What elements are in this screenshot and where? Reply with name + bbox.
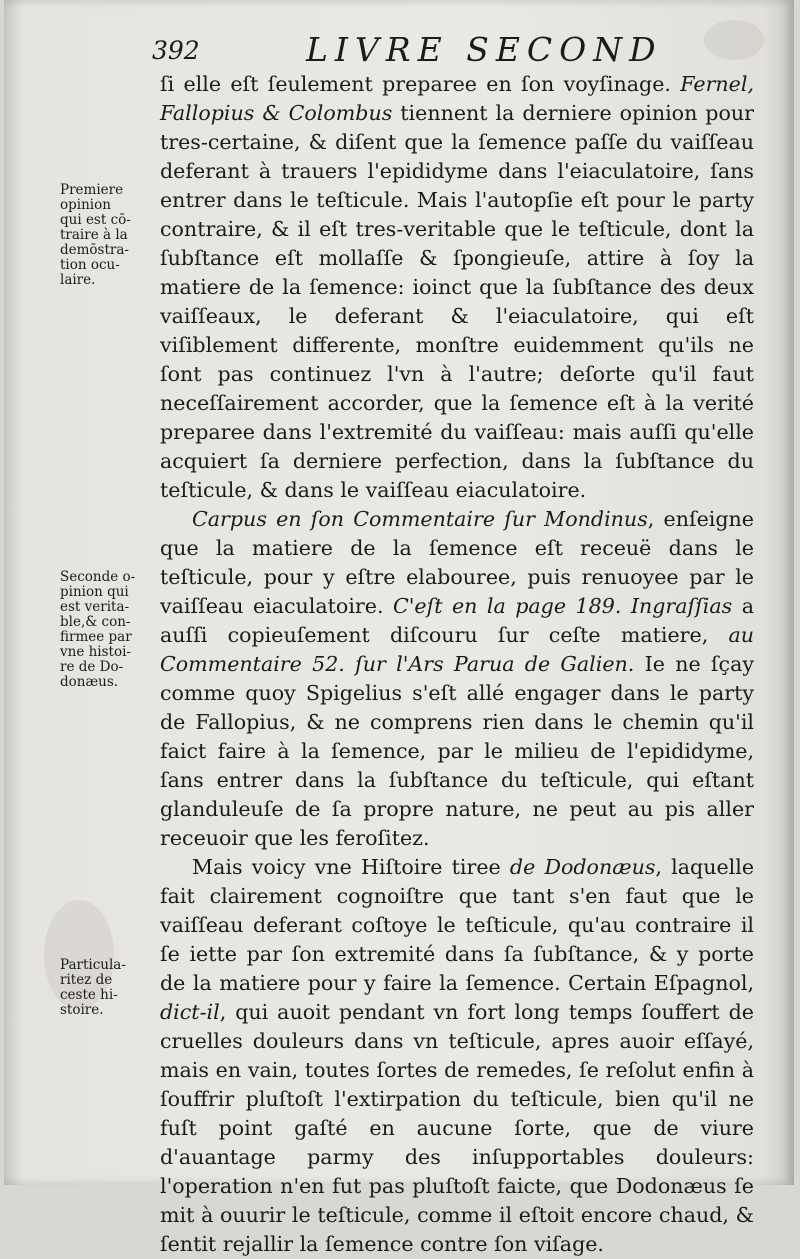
body-text (160, 70, 754, 1259)
margin-note-line: traire à la (60, 227, 128, 243)
paragraph (160, 505, 754, 853)
margin-note-line: laire. (60, 272, 96, 288)
text-run: Ie ne ſçay comme quoy Spigelius s'eſt allé engager dans le party de Fallopius, & ne comprens rien dans le chemin qu'il faict faire à la ſemence, par le milieu de l'epididyme, ſans entrer dans la ſubſtance du teſticule, qui eſtant glanduleuſe de ſa propre nature, ne peut au pis aller receuoir que les feroſitez. (160, 652, 754, 850)
text-run: Mais voicy vne Hiſtoire tiree (192, 855, 510, 879)
margin-note (60, 183, 156, 288)
margin-note-line: pinion qui (60, 584, 129, 600)
margin-note-line: Particula- (60, 957, 126, 973)
margin-note-line: ceste hi- (60, 987, 118, 1003)
margin-note-line: firmee par (60, 629, 132, 645)
paragraph (160, 853, 754, 1259)
margin-note-line: ble,& con- (60, 614, 131, 630)
text-run: , qui auoit pendant vn fort long temps ſouffert de cruelles douleurs dans vn teſticule, apres auoir eſſayé, mais en vain, toutes ſortes de remedes, ſe reſolut enfin à ſouffrir pluſtoſt l'extirpation du teſticule, bien qu'il ne fuſt point gaſté en aucune ſorte, que de viure d'auantage parmy des inſupportables douleurs: l'operation n'en fut pas pluſtoſt faicte, que Dodonæus ſe mit à ouurir le teſticule, comme il eſtoit encore chaud, & ſentit rejallir la ſemence contre ſon viſage. (160, 1000, 754, 1256)
margin-note-line: vne histoi- (60, 644, 131, 660)
text-run: , laquelle fait clairement cognoiſtre que tant s'en faut que le vaiſſeau deferant coſtoye le teſticule, qu'au contraire il ſe iette par ſon extremité dans ſa ſubſtance, & y porte de la matiere pour y faire la ſemence. Certain Eſpagnol, (160, 855, 755, 995)
text-run: , enſeigne que la matiere de la ſemence eſt receuë dans le teſticule, pour y eſtre elabouree, puis renuoyee par le vaiſſeau eiaculatoire. (160, 507, 754, 618)
margin-note-line: stoire. (60, 1002, 104, 1018)
margin-note (60, 570, 156, 690)
margin-note-line: qui est cō- (60, 212, 131, 228)
italic-text-run: au Commentaire 52. ſur l'Ars Parua de Galien. (160, 623, 754, 676)
margin-note-line: Seconde o- (60, 569, 136, 585)
running-head: LIVRE SECOND (306, 30, 663, 69)
margin-note (60, 958, 156, 1018)
margin-note-line: donæus. (60, 674, 119, 690)
page-number: 392 (152, 36, 200, 65)
margin-note-line: Premiere (60, 182, 124, 198)
margin-note-line: opinion (60, 197, 111, 213)
margin-note-line: tion ocu- (60, 257, 120, 273)
paper-stain (704, 20, 764, 60)
margin-note-line: re de Do- (60, 659, 124, 675)
margin-note-line: demōstra- (60, 242, 129, 258)
italic-text-run: Fernel, Fallopius & Colombus (160, 72, 754, 125)
book-page (4, 0, 794, 1256)
italic-text-run: C'eſt en la page 189. Ingraſſias (392, 594, 733, 618)
italic-text-run: Carpus en ſon Commentaire ſur Mondinus (192, 507, 648, 531)
margin-note-line: ritez de (60, 972, 113, 988)
paragraph (160, 70, 754, 505)
italic-text-run: dict-il (160, 1000, 220, 1024)
margin-note-line: est verita- (60, 599, 130, 615)
text-run: tiennent la derniere opinion pour tres-certaine, & diſent que la ſemence paſſe du vaiſſeau deferant à trauers l'epididyme dans l'eiaculatoire, ſans entrer dans le teſticule. Mais l'autopſie eſt pour le party contraire, & il eſt tres-veritable que le teſticule, dont la ſubſtance eſt mollaſſe & ſpongieuſe, attire à ſoy la matiere de la ſemence: ioinct que la ſubſtance des deux vaiſſeaux, le deferant & l'eiaculatoire, qui eſt viſiblement differente, monſtre euidemment qu'ils ne ſont pas continuez l'vn à l'autre; deſorte qu'il faut neceſſairement accorder, que la ſemence eſt à la verité preparee dans l'extremité du vaiſſeau: mais auſſi qu'elle acquiert ſa derniere perfection, dans la ſubſtance du teſticule, & dans le vaiſſeau eiaculatoire. (160, 101, 754, 502)
italic-text-run: de Dodonæus (509, 855, 656, 879)
text-run: ſi elle eſt ſeulement preparee en ſon voyſinage. (160, 72, 681, 96)
text-run: a auſſi copieuſement diſcouru ſur ceſte matiere, (160, 594, 755, 647)
